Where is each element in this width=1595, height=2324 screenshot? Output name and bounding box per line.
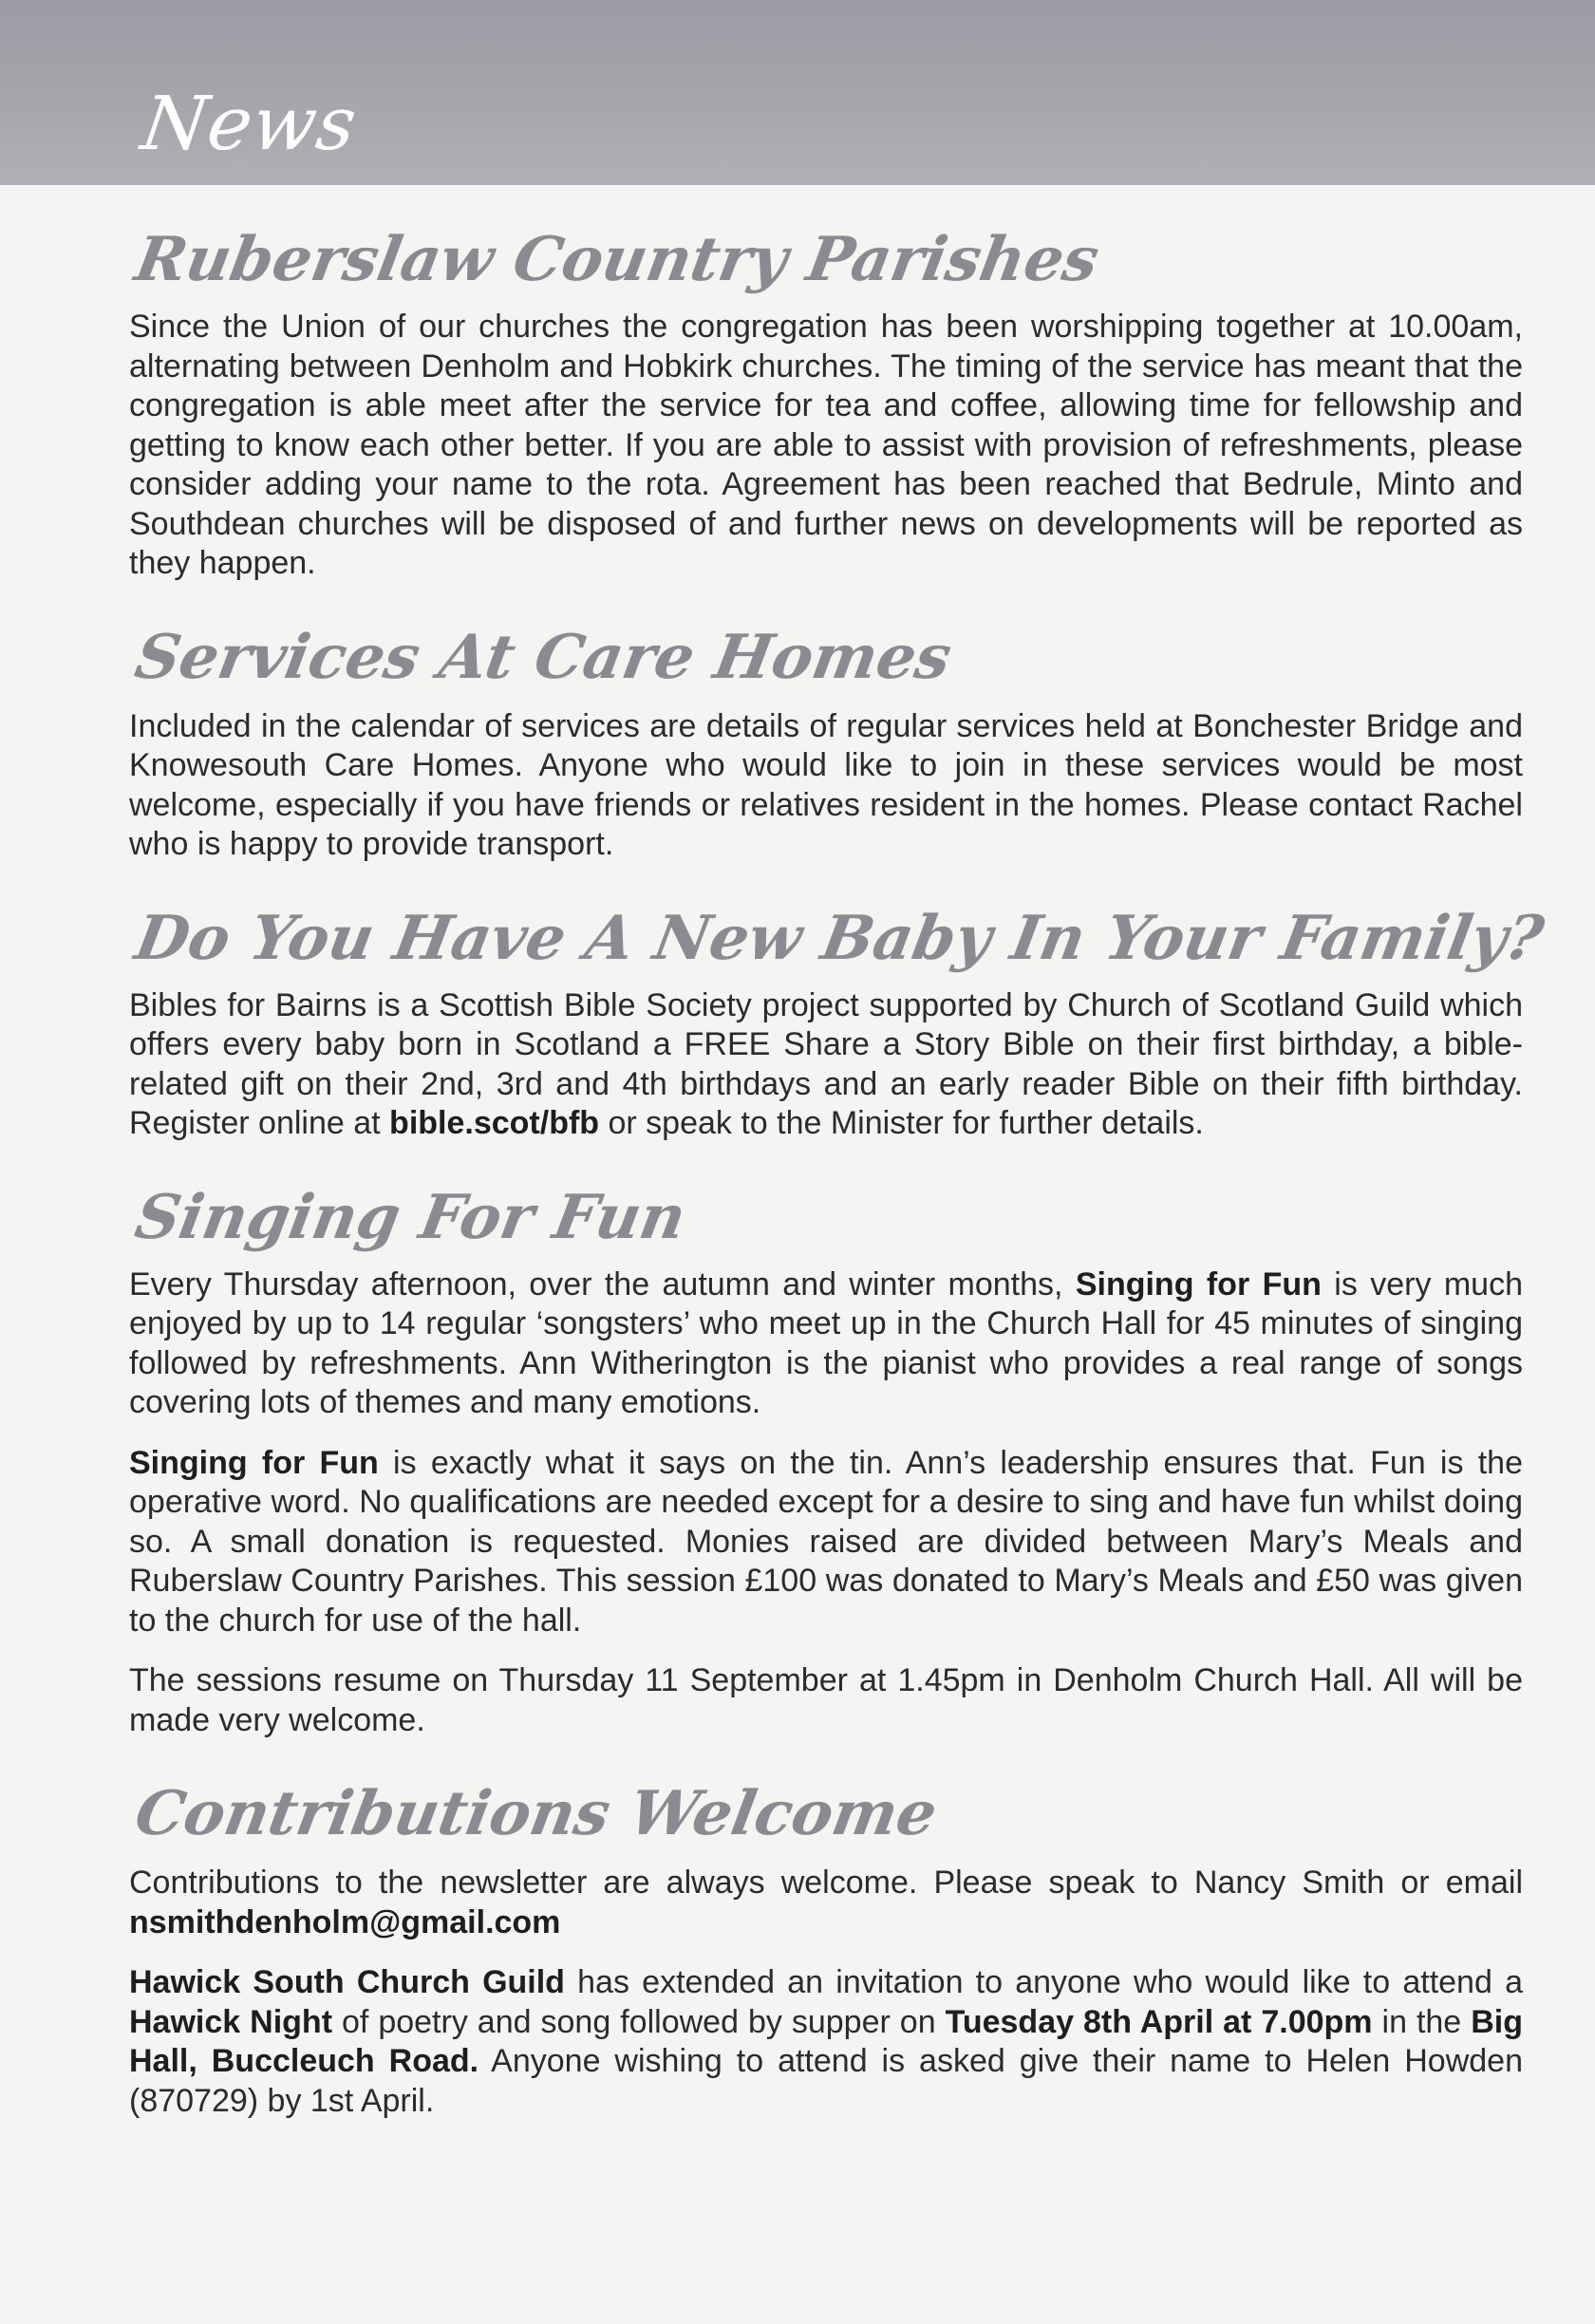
section-ruberslaw <box>129 220 1523 584</box>
event-name: Hawick Night <box>129 2003 333 2040</box>
singing-p1-text: Every Thursday afternoon, over the autumn and winter months, <box>129 1265 1076 1303</box>
singing-p2-bold: Singing for Fun <box>129 1444 379 1481</box>
email-link[interactable]: nsmithdenholm@gmail.com <box>129 1903 561 1940</box>
contributions-p1-text: Contributions to the newsletter are always welcome. Please speak to Nancy Smith or email <box>129 1865 1523 1901</box>
singing-paragraph-3: The sessions resume on Thursday 11 September at 1.45pm in Denholm Church Hall. All will be made very welcome. <box>129 1662 1523 1738</box>
section-heading-contributions: Contributions Welcome <box>129 1778 943 1849</box>
contributions-paragraph-1 <box>129 1864 1523 1942</box>
p2-text-3: in the <box>1372 2003 1472 2040</box>
baby-text-before: Bibles for Bairns is a Scottish Bible Society project supported by Church of Scotland Guild which offers every baby born in Scotland a FREE Share a Story Bible on their first birthday, a bible-related gift on their 2nd, 3rd and 4th birthdays and an early reader Bible on their fifth birthday. Register online at <box>129 986 1523 1141</box>
p2-text-1: has extended an invitation to anyone who would like to attend a <box>564 1964 1523 2000</box>
singing-p1-after: is very much enjoyed by up to 14 regular ‘songsters’ who meet up in the Church Hall for 45 minutes of singing followed by refreshments. Ann Witherington is the pianist who provides a real range of songs covering lots of themes and many emotions. <box>129 1265 1523 1420</box>
news-banner <box>0 0 1595 185</box>
section-text-baby <box>129 986 1523 1144</box>
guild-name: Hawick South Church Guild <box>129 1964 565 2000</box>
singing-paragraph-1 <box>129 1265 1523 1423</box>
banner-title: News <box>136 82 363 167</box>
bible-scot-link[interactable]: bible.scot/bfb <box>389 1105 600 1141</box>
section-heading-ruberslaw: Ruberslaw Country Parishes <box>129 224 1104 295</box>
singing-p2-text: is exactly what it says on the tin. Ann’s leadership ensures that. Fun is the operative word. No qualifications are needed except for a desire to sing and have fun whilst doing so. A small donation is requested. Monies raised are divided between Mary’s Meals and Ruberslaw Country Parishes. This session £100 was donated to Mary’s Meals and £50 was given to the church for use of the hall. <box>129 1444 1524 1639</box>
section-heading-baby: Do You Have A New Baby In Your Family? <box>129 902 1549 974</box>
contributions-paragraph-2 <box>129 1963 1523 2121</box>
baby-text-after: or speak to the Minister for further details. <box>599 1105 1204 1141</box>
p2-text-2: of poetry and song followed by supper on <box>332 2003 946 2040</box>
section-care-homes <box>129 618 1523 865</box>
section-singing <box>129 1178 1523 1741</box>
section-baby <box>129 899 1549 1144</box>
newsletter-content <box>129 220 1549 2121</box>
event-date: Tuesday 8th April at 7.00pm <box>945 2003 1373 2040</box>
section-heading-care-homes: Services At Care Homes <box>129 621 957 693</box>
singing-paragraph-2 <box>129 1444 1523 1641</box>
section-contributions <box>129 1774 1523 2121</box>
section-heading-singing: Singing For Fun <box>129 1181 691 1253</box>
singing-p1-bold: Singing for Fun <box>1075 1265 1322 1303</box>
p2-text-4: Anyone wishing to attend is asked give their name to Helen Howden (870729) by 1st April. <box>129 2043 1523 2119</box>
event-venue: Big Hall, Buccleuch Road. <box>129 2003 1523 2079</box>
section-text-care-homes: Included in the calendar of services are details of regular services held at Bonchester Bridge and Knowesouth Care Homes. Anyone who would like to join in these services would be most welcome, especially if you have friends or relatives resident in the homes. Please contact Rachel who is happy to provide transport. <box>129 707 1523 862</box>
section-text-ruberslaw: Since the Union of our churches the congregation has been worshipping together at 10.00am, alternating between Denholm and Hobkirk churches. The timing of the service has meant that the congregation is able meet after the service for tea and coffee, allowing time for fellowship and getting to know each other better. If you are able to assist with provision of refreshments, please consider adding your name to the rota. Agreement has been reached that Bedrule, Minto and Southdean churches will be disposed of and further news on developments will be reported as they happen. <box>129 309 1523 581</box>
